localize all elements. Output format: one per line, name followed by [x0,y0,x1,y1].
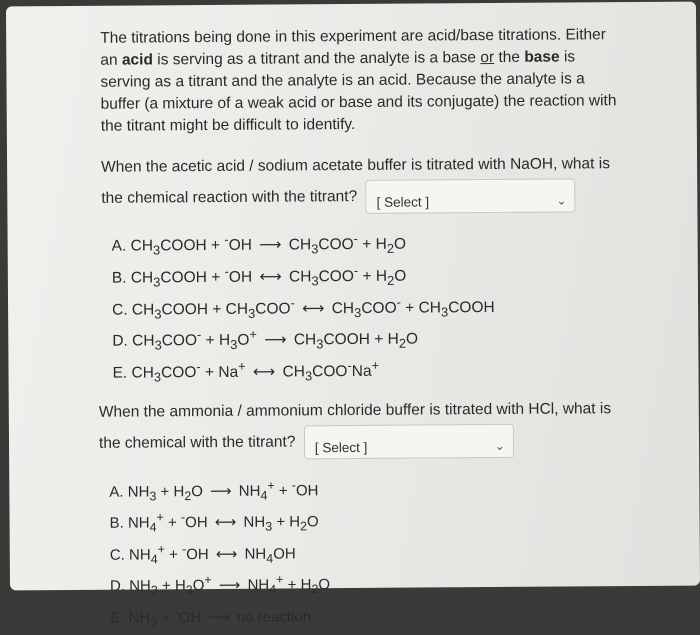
question-content [100,24,644,634]
option-2-e-text: E. $NH_3 + ^-OH$ ⟶ no reaction [110,604,312,630]
question-1-select[interactable] [365,178,575,213]
intro-acid-bold: acid [121,51,153,69]
intro-text-4: is serving as a titrant and the analyte is an acid. Because the analyte is a buffer (a mixture of a weak acid or base and its conjugate) the reaction with the titrant might be difficult to identify. [100,48,617,135]
intro-or-underline: or [480,49,495,67]
option-1-b [112,258,642,293]
option-1-c-text: C. $CH_3COOH + CH_3COO^-$ ⟷ $CH_3COO^-$ + $CH_3COOH$ [112,294,495,322]
option-1-d [112,321,642,356]
chevron-down-icon: ⌄ [494,438,505,453]
option-1-d-text: D. $CH_3COO^- + H_3O^+$ ⟶ $CH_3COOH + H_2O$ [112,326,419,353]
option-2-a [109,473,643,508]
question-2 [99,395,629,461]
option-2-b-text: B. $NH_4^+ + ^-OH$ ⟷ $NH_3 + H_2O$ [109,510,319,535]
options-2-list [103,473,644,634]
paper-sheet [6,2,700,630]
chevron-down-icon: ⌄ [556,193,567,208]
option-2-d-text: D. $NH_3 + H_3O^+$ ⟶ $NH_4^+ + H_2O$ [109,572,331,598]
intro-text-1: The titrations being done in this experiment are acid/base titrations. Either an [100,26,606,69]
question-1 [101,150,631,216]
option-2-a-text: A. $NH_3 + H_2O$ ⟶ $NH_4^+ + ^-OH$ [109,478,319,504]
question-1-text: When the acetic acid / sodium acetate buffer is titrated with NaOH, what is the chemical reaction with the titrant? [101,155,611,207]
option-1-a-text: A. $CH_3COOH + ^-OH$ ⟶ $CH_3COO^- + H_2O$ [111,230,407,258]
option-1-b-text: B. $CH_3COOH + ^-OH$ ⟷ $CH_3COO^- + H_2O$ [111,262,407,290]
question-1-select-label: [ Select ] [376,194,430,210]
option-1-a [112,226,642,261]
intro-base-bold: base [524,48,560,66]
option-2-e [110,599,644,634]
option-1-e [112,353,642,388]
option-2-c-text: C. $NH_4^+ + ^-OH$ ⟷ $NH_4OH$ [109,541,296,567]
question-2-text: When the ammonia / ammonium chloride buffer is titrated with HCl, what is the chemical with the titrant? [98,399,612,452]
option-1-e-text: E. $CH_3COO^- + Na^+$ ⟷ $CH_3COO^-Na^+$ [112,357,380,385]
intro-text-2: is serving as a titrant and the analyte is a base [152,49,481,69]
intro-paragraph [100,24,626,138]
option-2-c [110,536,644,571]
options-1-list [102,226,643,389]
question-2-select-label: [ Select ] [314,439,368,456]
question-2-select[interactable] [304,424,514,459]
option-1-c [112,289,642,324]
option-2-b [109,504,643,539]
intro-text-3: the [494,48,525,67]
option-2-d [110,567,644,602]
